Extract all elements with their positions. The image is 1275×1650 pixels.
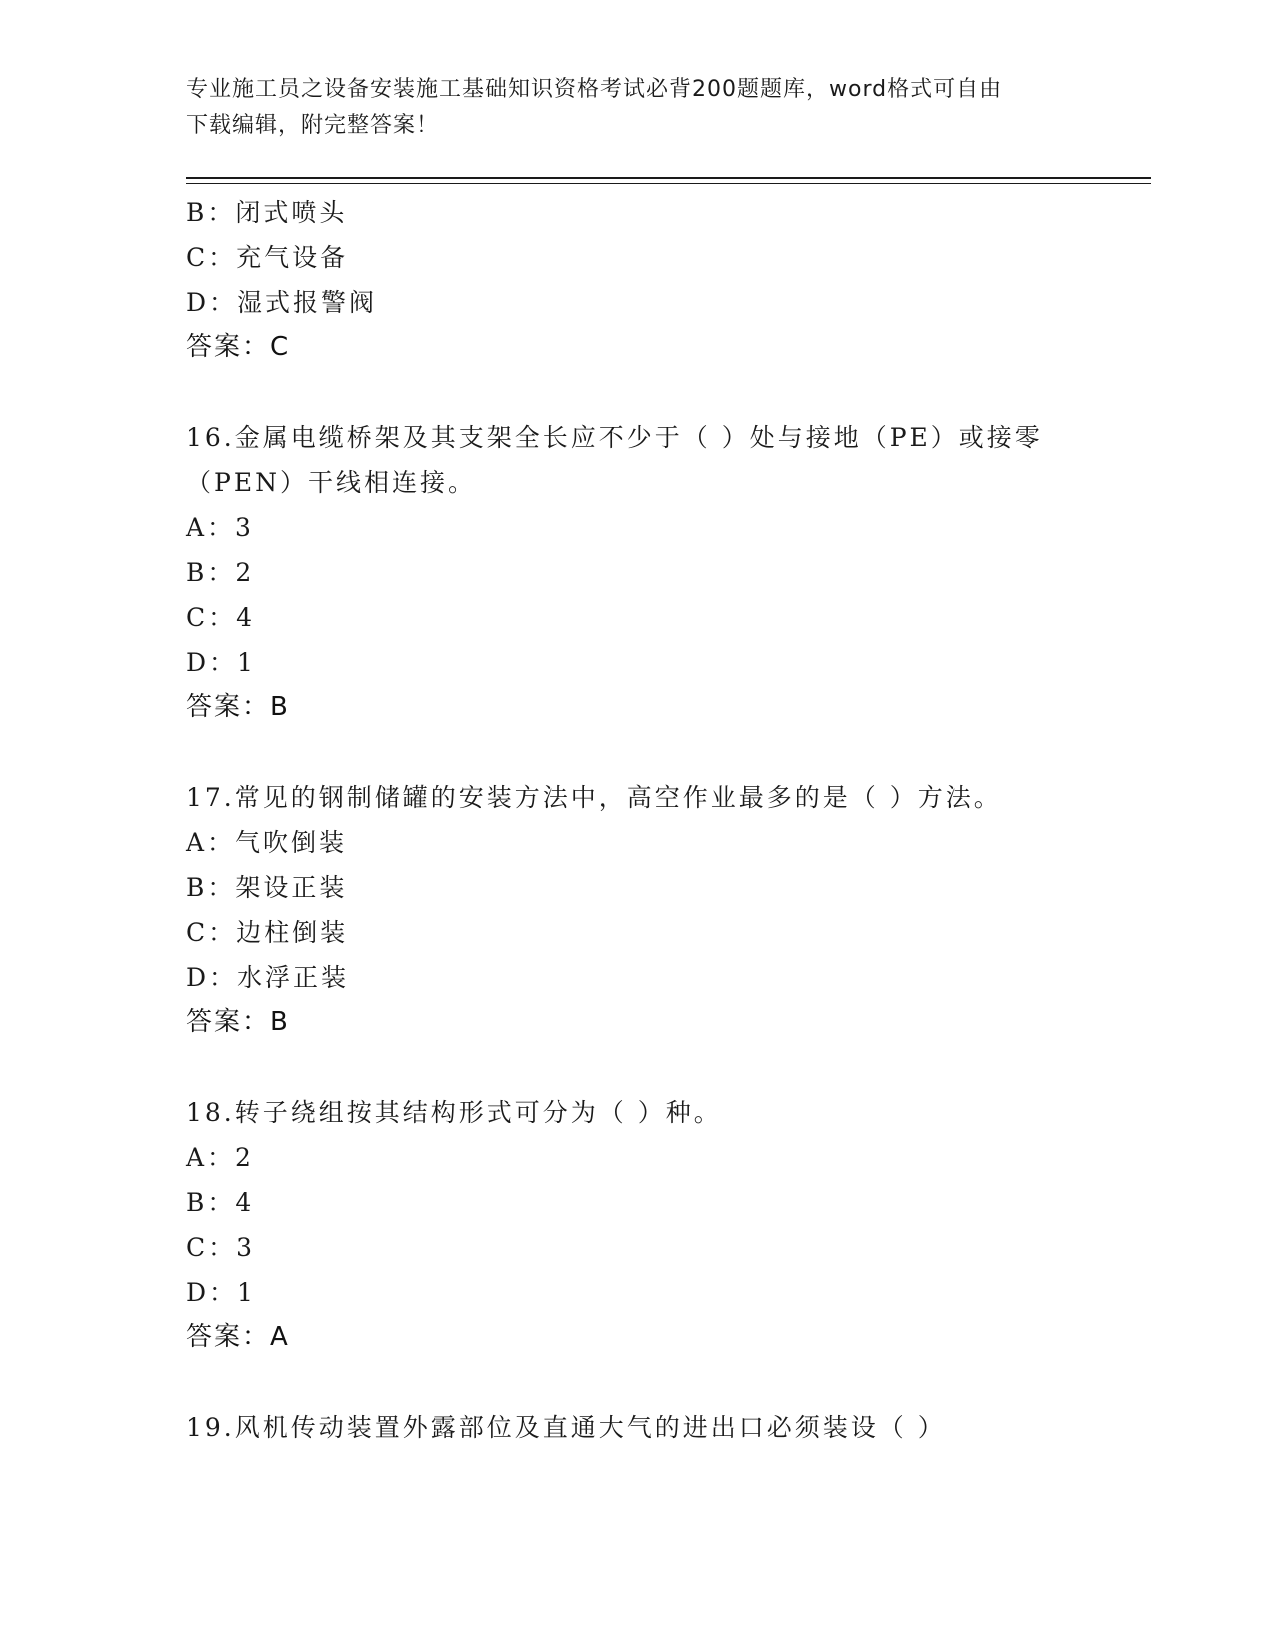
question-list [186, 190, 1086, 1450]
answer-line: 答案：B [186, 1007, 290, 1037]
option-c: C：充气设备 [186, 243, 349, 272]
option-d: D：1 [186, 1278, 256, 1307]
spacer [186, 730, 1086, 775]
question-16 [186, 415, 1086, 730]
document-header [186, 72, 1086, 144]
option-d: D：湿式报警阀 [186, 288, 378, 317]
header-divider-thick [186, 177, 1151, 179]
header-divider-thin [186, 183, 1151, 184]
option-d: D：1 [186, 648, 256, 677]
spacer [186, 370, 1086, 415]
option-a: A：气吹倒装 [186, 828, 348, 857]
option-a: A：3 [186, 513, 254, 542]
question-18 [186, 1090, 1086, 1360]
option-c: C：边柱倒装 [186, 918, 349, 947]
question-stem-line-1: 16.金属电缆桥架及其支架全长应不少于（ ）处与接地（PE）或接零 [186, 423, 1043, 452]
spacer [186, 1045, 1086, 1090]
answer-line: 答案：C [186, 332, 291, 362]
question-stem: 19.风机传动装置外露部位及直通大气的进出口必须装设（ ） [186, 1413, 946, 1442]
question-stem: 17.常见的钢制储罐的安装方法中，高空作业最多的是（ ）方法。 [186, 783, 1002, 812]
option-b: B：架设正装 [186, 873, 348, 902]
option-b: B：4 [186, 1188, 255, 1217]
question-17 [186, 775, 1086, 1045]
header-line-1: 专业施工员之设备安装施工基础知识资格考试必背200题题库，word格式可自由 [186, 77, 1003, 102]
option-b: B：闭式喷头 [186, 198, 348, 227]
question-19 [186, 1405, 1086, 1450]
question-stem: 18.转子绕组按其结构形式可分为（ ）种。 [186, 1098, 722, 1127]
header-line-2: 下载编辑，附完整答案！ [186, 113, 440, 138]
option-c: C：4 [186, 603, 256, 632]
spacer [186, 1360, 1086, 1405]
option-d: D：水浮正装 [186, 963, 350, 992]
option-b: B：2 [186, 558, 255, 587]
option-a: A：2 [186, 1143, 254, 1172]
option-c: C：3 [186, 1233, 256, 1262]
question-stem-line-2: （PEN）干线相连接。 [186, 468, 476, 497]
answer-line: 答案：A [186, 1322, 290, 1352]
question-15-tail [186, 190, 1086, 370]
answer-line: 答案：B [186, 692, 290, 722]
